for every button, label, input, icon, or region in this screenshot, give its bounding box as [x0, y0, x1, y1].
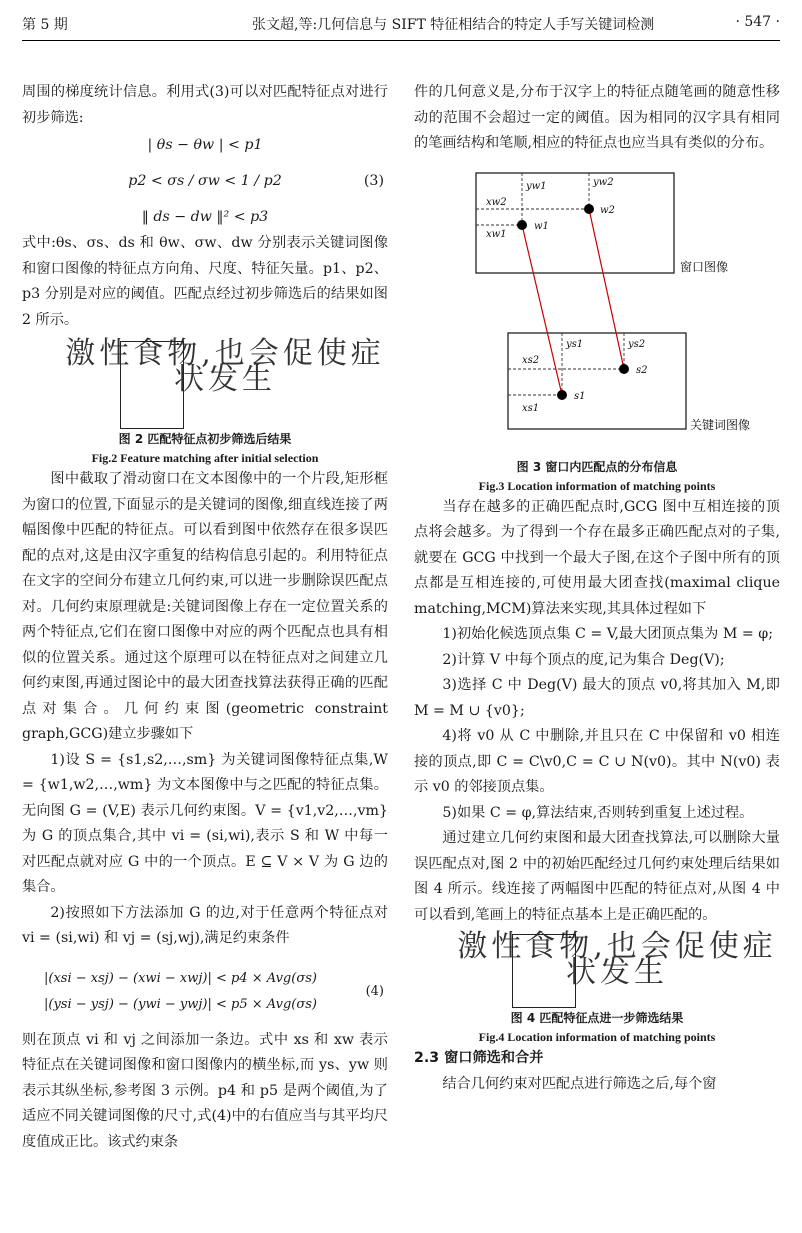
- paragraph: 1)设 S = {s1,s2,…,sm} 为关键词图像特征点集,W = {w1,w2,…,wm} 为文本图像中与之匹配的特征点集。无向图 G = (V,E) 表示几何约束图。V = {v1,v2,…,vm} 为 G 的顶点集合,其中 vi = (si,wi),表示 S 和 W 中每一对匹配点就对应 G 中的一个顶点。E ⊆ V × V 为 G 边的集合。: [22, 751, 388, 895]
- label-yw1: yw1: [526, 180, 547, 192]
- right-column: [414, 80, 780, 1097]
- paragraph: 件的几何意义是,分布于汉字上的特征点随笔画的随意性移动的范围不会超过一定的阈值。因为相同的汉字具有相同的笔画结构和笔顺,相应的特征点也应当具有类似的分布。: [414, 84, 780, 151]
- window-image-rect: [476, 173, 674, 273]
- equation-line: | θs − θw | < p1: [147, 137, 263, 153]
- equation-number: (3): [363, 173, 384, 189]
- equation-number: (4): [365, 983, 384, 999]
- figure-2-caption-cn: 图 2 匹配特征点初步筛选后结果: [118, 432, 292, 446]
- window-rect: [120, 341, 184, 429]
- equation-3: [22, 131, 388, 231]
- point-s1: [557, 390, 567, 400]
- label-yw2: yw2: [593, 176, 614, 188]
- handwriting-text: 激性食物,也会促使症状发生: [457, 929, 777, 990]
- figure-3-caption-en: Fig.3 Location information of matching points: [478, 478, 716, 493]
- algorithm-step: 3)选择 C 中 Deg(V) 最大的顶点 v0,将其加入 M,即 M = M ∪ {v0};: [414, 677, 780, 719]
- point-w1: [517, 220, 527, 230]
- paragraph: 结合几何约束对匹配点进行筛选之后,每个窗: [442, 1075, 717, 1092]
- equation-4: [22, 966, 388, 1028]
- paragraph: 当存在越多的正确匹配点时,GCG 图中互相连接的顶点将会越多。为了得到一个存在最多正确匹配点对的子集,就要在 GCG 中找到一个最大子图,在这个子图中所有的顶点都是互相连接的,可使用最大团查找(maximal clique matching,MCM)算法来实现,其具体过程如下: [414, 498, 780, 617]
- figure-4-caption-cn: 图 4 匹配特征点进一步筛选结果: [510, 1011, 684, 1025]
- figure-3: [414, 167, 780, 457]
- label-w1: w1: [534, 220, 549, 232]
- label-s1: s1: [574, 390, 586, 402]
- label-xs2: xs2: [522, 354, 540, 366]
- equation-line: p2 < σs / σw < 1 / p2: [128, 173, 282, 189]
- label-ys1: ys1: [566, 338, 584, 350]
- paragraph: 式中:θs、σs、ds 和 θw、σw、dw 分别表示关键词图像和窗口图像的特征点方向角、尺度、特征矢量。p1、p2、p3 分别是对应的阈值。匹配点经过初步筛选后的结果如图 2 所示。: [22, 235, 388, 328]
- figure-4-caption-en: Fig.4 Location information of matching points: [478, 1030, 716, 1044]
- label-s2: s2: [636, 364, 648, 376]
- window-image-label: 窗口图像: [680, 259, 729, 274]
- section-heading: 2.3 窗口筛选和合并: [414, 1050, 544, 1066]
- page-number: · 547 ·: [735, 14, 780, 30]
- label-xw1: xw1: [486, 228, 507, 240]
- equation-line: |(ysi − ysj) − (ywi − ywj)| < p5 × Avg(σs): [44, 996, 317, 1012]
- keyword-image-label: 关键词图像: [690, 417, 751, 432]
- paragraph: 图中截取了滑动窗口在文本图像中的一个片段,矩形框为窗口的位置,下面显示的是关键词的图像,细直线连接了两幅图像中匹配的特征点。可以看到图中依然存在很多误匹配的点对,这是由汉字重复的结构信息引起的。利用特征点在文字的空间分布建立几何约束,可以进一步删除误匹配点对。几何约束原理就是:关键词图像上存在一定位置关系的两个特征点,它们在窗口图像中对应的两个匹配点也具有相似的位置关系。通过这个原理可以在特征点对之间建立几何约束图,再通过图论中的最大团查找算法获得正确的匹配点对集合。几何约束图(geometric constraint graph,GCG)建立步骤如下: [22, 471, 388, 742]
- header-rule: [22, 40, 780, 41]
- figure-4-image: [414, 929, 780, 1008]
- point-w2: [584, 204, 594, 214]
- handwriting-text: 激性食物,也会促使症状发生: [65, 336, 385, 397]
- figure-2-image: [22, 336, 388, 429]
- label-ys2: ys2: [628, 338, 646, 350]
- figure-3-caption-cn: 图 3 窗口内匹配点的分布信息: [516, 459, 678, 474]
- label-w2: w2: [600, 204, 615, 216]
- equation-line: |(xsi − xsj) − (xwi − xwj)| < p4 × Avg(σs): [44, 970, 317, 986]
- match-line: [522, 225, 562, 395]
- page-header: [22, 14, 780, 36]
- algorithm-step: 2)计算 V 中每个顶点的度,记为集合 Deg(V);: [442, 651, 725, 668]
- algorithm-step: 1)初始化候选顶点集 C = V,最大团顶点集为 M = φ;: [442, 626, 773, 642]
- label-xw2: xw2: [486, 196, 507, 208]
- paragraph: 则在顶点 vi 和 vj 之间添加一条边。式中 xs 和 xw 表示特征点在关键词图像和窗口图像内的横坐标,而 ys、yw 则表示其纵坐标,参考图 3 示例。p4 和 p5 是两个阈值,为了适应不同关键词图像的尺寸,式(4)中的右值应当与其平均尺度值成正比。该式约束条: [22, 1031, 388, 1150]
- left-column: [22, 80, 388, 1155]
- point-s2: [619, 364, 629, 374]
- figure-2-caption-en: Fig.2 Feature matching after initial selection: [91, 451, 319, 465]
- figure-3-diagram: [414, 167, 780, 457]
- running-title: 张文超,等:几何信息与 SIFT 特征相结合的特定人手写关键词检测: [252, 17, 655, 33]
- paragraph: 2)按照如下方法添加 G 的边,对于任意两个特征点对 vi = (si,wi) 和 vj = (sj,wj),满足约束条件: [22, 904, 388, 946]
- issue-number: 第 5 期: [22, 17, 68, 33]
- keyword-image-rect: [508, 333, 686, 429]
- match-line: [589, 209, 624, 369]
- window-rect: [512, 934, 576, 1008]
- paragraph: 通过建立几何约束图和最大团查找算法,可以删除大量误匹配点对,图 2 中的初始匹配经过几何约束处理后结果如图 4 所示。线连接了两幅图中匹配的特征点对,从图 4 中可以看到,笔画上的特征点基本上是正确匹配的。: [414, 830, 780, 923]
- algorithm-step: 5)如果 C = φ,算法结束,否则转到重复上述过程。: [442, 804, 754, 821]
- equation-line: ‖ ds − dw ‖² < p3: [141, 209, 269, 225]
- paragraph: 周围的梯度统计信息。利用式(3)可以对匹配特征点对进行初步筛选:: [22, 84, 388, 126]
- algorithm-step: 4)将 v0 从 C 中删除,并且只在 C 中保留和 v0 相连接的顶点,即 C = C\v0,C = C ∪ N(v0)。其中 N(v0) 表示 v0 的邻接顶点集。: [414, 728, 780, 795]
- label-xs1: xs1: [522, 402, 540, 414]
